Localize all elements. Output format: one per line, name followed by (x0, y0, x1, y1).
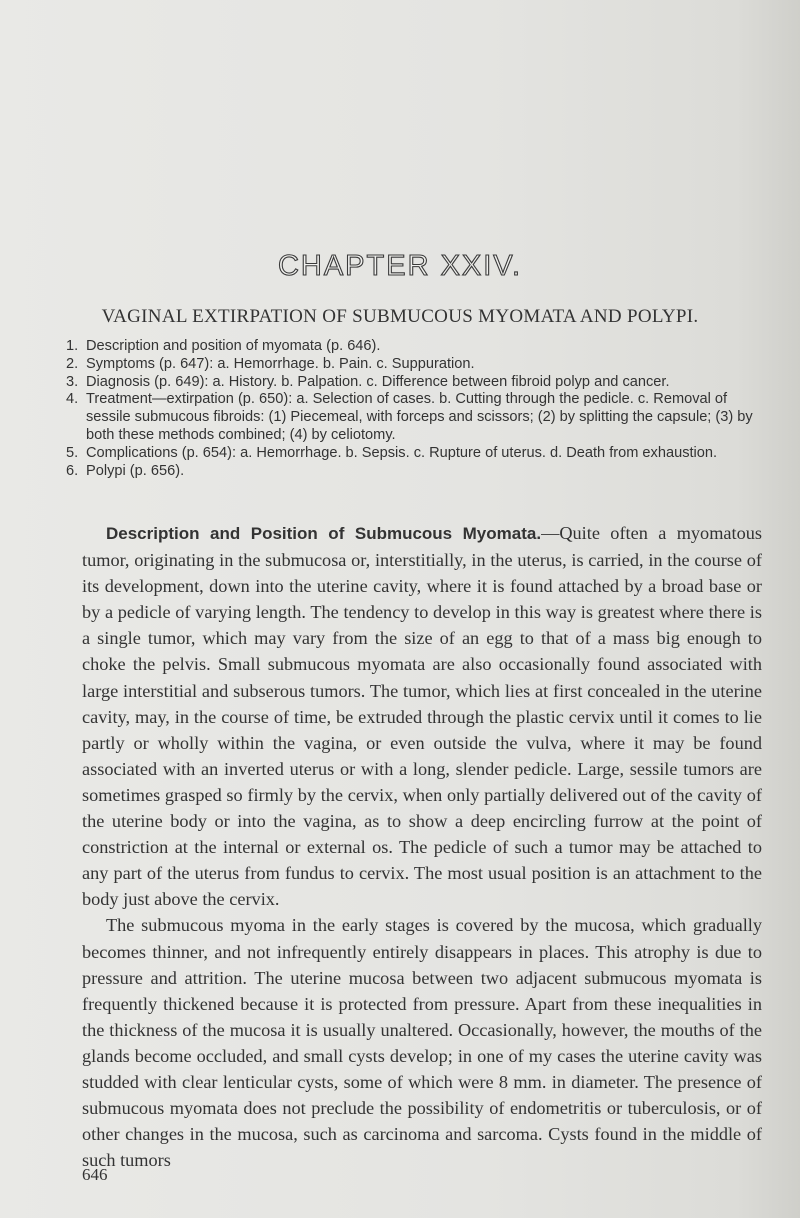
contents-item-text: Symptoms (p. 647): a. Hemorrhage. b. Pain. c. Suppuration. (86, 355, 475, 372)
contents-item-number: 1. (66, 338, 79, 354)
contents-item-text: Treatment—extirpation (p. 650): a. Selection of cases. b. Cutting through the pedicle. c. Removal of sessile submucous fibroids: (1) Piecemeal, with forceps and scissors; (2) by splitting the capsule; (3) by both these methods combined; (4) by celiotomy. (86, 391, 753, 443)
body-text (82, 520, 762, 1173)
contents-item-text: Polypi (p. 656). (86, 462, 185, 479)
contents-item-number: 5. (66, 444, 79, 461)
chapter-title: VAGINAL EXTIRPATION OF SUBMUCOUS MYOMATA AND POLYPI. (101, 306, 699, 327)
contents-item-number: 4. (66, 391, 79, 408)
contents-item-text: Diagnosis (p. 649): a. History. b. Palpation. c. Difference between fibroid polyp and cancer. (86, 373, 670, 390)
paragraph-text: —Quite often a myomatous tumor, originating in the submucosa or, interstitially, in the uterus, is carried, in the course of its development, down into the uterine cavity, where it is found attached by a broad base or by a pedicle of varying length. The tendency to develop in this way is greatest where there is a single tumor, which may vary from the size of an egg to that of a mass big enough to choke the pelvis. Small submucous myomata are also occasionally found associated with large interstitial and subserous tumors. The tumor, which lies at first concealed in the uterine cavity, may, in the course of time, be extruded through the plastic cervix until it comes to lie partly or wholly within the vagina, or even outside the vulva, where it may be found associated with an inverted uterus or with a long, slender pedicle. Large, sessile tumors are sometimes grasped so firmly by the cervix, when only partially delivered out of the cavity of the uterine body or into the vagina, as to show a deep encircling furrow at the point of constriction at the internal or external os. The pedicle of such a tumor may be attached to any part of the uterus from fundus to cervix. The most usual position is an attachment to the body just above the cervix. (82, 523, 762, 910)
page-number: 646 (82, 1165, 108, 1184)
paragraph-text: The submucous myoma in the early stages is covered by the mucosa, which gradually becomes thinner, and not infrequently entirely disappears in places. This atrophy is due to pressure and attrition. The uterine mucosa between two adjacent submucous myomata is frequently thickened because it is protected from pressure. Apart from these inequalities in the thickness of the mucosa it is usually unaltered. Occasionally, however, the mouths of the glands become occluded, and small cysts develop; in one of my cases the uterine cavity was studded with clear lenticular cysts, some of which were 8 mm. in diameter. The presence of submucous myomata does not preclude the possibility of endometritis or tuberculosis, or of other changes in the mucosa, such as carcinoma and sarcoma. Cysts found in the middle of such tumors (82, 915, 762, 1171)
chapter-contents-list (66, 338, 766, 480)
contents-item-number: 2. (66, 355, 79, 372)
chapter-heading: CHAPTER XXIV. (277, 250, 523, 282)
contents-item (66, 445, 766, 463)
paragraph (82, 912, 762, 1173)
contents-item-number: 6. (66, 462, 79, 479)
contents-item (66, 374, 766, 392)
paragraph (82, 520, 762, 912)
contents-item (66, 356, 766, 374)
section-lead-heading: Description and Position of Submucous Myomata. (106, 524, 542, 543)
contents-item-text: Description and position of myomata (p. 646). (86, 338, 381, 354)
contents-item (66, 463, 766, 481)
contents-item-number: 3. (66, 373, 79, 390)
contents-item-text: Complications (p. 654): a. Hemorrhage. b. Sepsis. c. Rupture of uterus. d. Death from exhaustion. (86, 444, 718, 461)
contents-item (66, 338, 766, 356)
contents-item (66, 391, 766, 444)
